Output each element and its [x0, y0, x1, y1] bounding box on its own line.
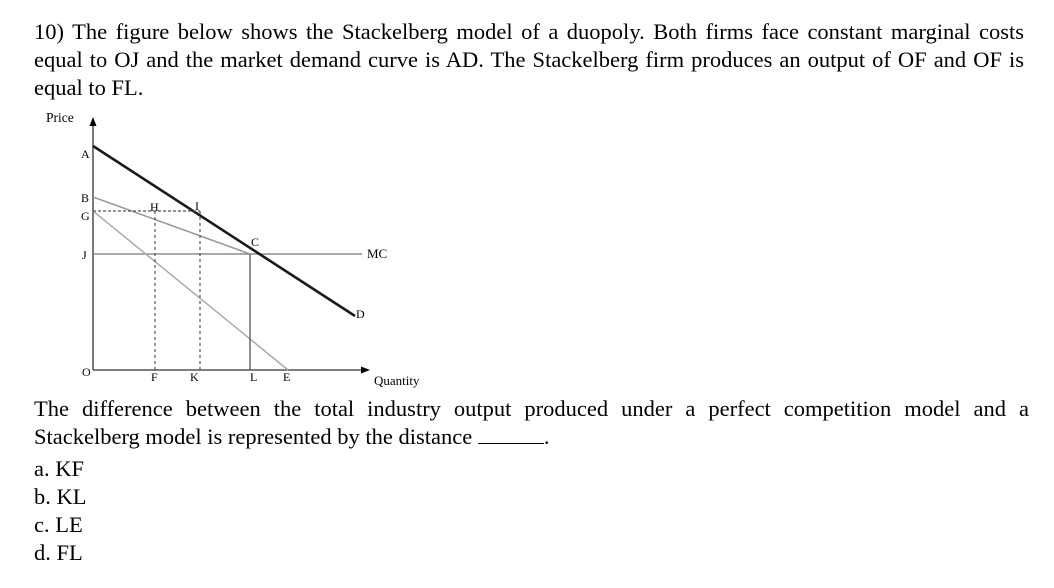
label-o: O [82, 365, 91, 379]
label-j: J [82, 248, 87, 262]
question-text: 10) The figure below shows the Stackelberg model of a duopoly. Both firms face constant marginal costs equal to OJ and the market demand curve is AD. The Stackelberg firm produces an output of OF and OF is equal to FL. [34, 19, 1024, 100]
option-c[interactable]: c. LE [34, 512, 83, 537]
label-k: K [190, 370, 199, 384]
label-b: B [81, 191, 90, 205]
prompt-end: . [543, 424, 550, 449]
mr-line-b [93, 197, 250, 254]
y-axis-label: Price [46, 110, 74, 125]
x-axis-arrow [361, 367, 370, 374]
option-a[interactable]: a. KF [34, 456, 84, 481]
label-g: G [81, 209, 90, 223]
x-axis-label: Quantity [374, 373, 420, 388]
answer-options [34, 455, 87, 567]
label-l: L [250, 370, 258, 384]
label-d: D [356, 307, 365, 321]
answer-blank [478, 425, 544, 444]
demand-curve [93, 146, 355, 316]
label-e: E [283, 370, 291, 384]
y-axis-arrow [90, 117, 97, 126]
prompt-body: The difference between the total industry output produced under a perfect competition model and a Stackelberg model is represented by the distance [34, 396, 1029, 449]
option-b[interactable]: b. KL [34, 484, 87, 509]
label-h: H [150, 200, 159, 214]
mc-label: MC [367, 246, 388, 261]
label-f: F [151, 370, 158, 384]
label-i: I [195, 199, 199, 213]
label-a: A [81, 147, 90, 161]
prompt-text [34, 395, 1029, 451]
label-c: C [251, 235, 260, 249]
option-d[interactable]: d. FL [34, 540, 83, 565]
